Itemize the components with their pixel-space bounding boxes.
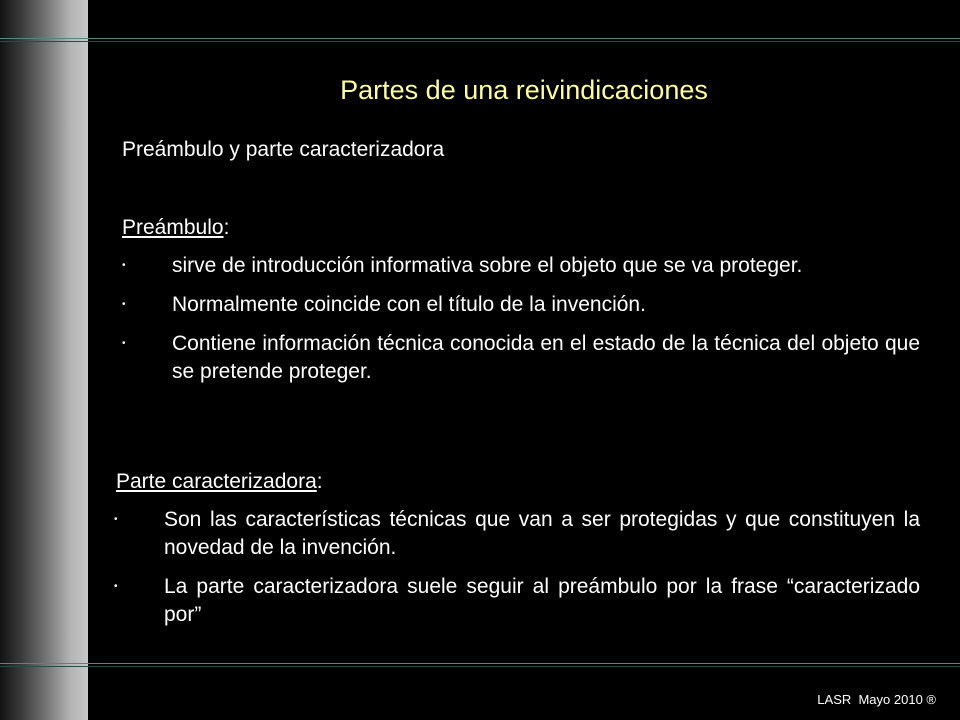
list-item <box>122 252 920 280</box>
list-item-text: La parte caracterizadora suele seguir al preámbulo por la frase “caracterizado por” <box>164 575 920 626</box>
top-divider-secondary <box>0 41 960 42</box>
bullet-icon: • <box>114 581 118 592</box>
list-item-text: sirve de introducción informativa sobre el objeto que se va proteger. <box>172 254 803 277</box>
parte-caracterizadora-bullet-list <box>114 506 920 640</box>
section-heading-parte-colon: : <box>316 470 323 493</box>
slide-footer: LASR Mayo 2010 ® <box>817 692 936 707</box>
preambulo-bullet-list <box>122 252 920 397</box>
list-item <box>114 573 920 629</box>
bottom-divider-secondary <box>0 666 960 667</box>
list-item <box>122 330 920 386</box>
top-divider <box>0 38 960 39</box>
bottom-divider <box>0 663 960 664</box>
section-heading-preambulo <box>122 214 229 242</box>
slide-title: Partes de una reivindicaciones <box>340 75 708 105</box>
slide-subtitle: Preámbulo y parte caracterizadora <box>122 138 445 161</box>
bullet-icon: • <box>122 299 126 310</box>
section-heading-preambulo-colon: : <box>223 216 230 239</box>
section-heading-preambulo-label: Preámbulo <box>122 216 224 239</box>
section-heading-parte-label: Parte caracterizadora <box>116 470 317 493</box>
list-item-text: Son las características técnicas que van a ser protegidas y que constituyen la novedad de la invención. <box>164 508 920 559</box>
list-item-text: Normalmente coincide con el título de la invención. <box>172 293 646 316</box>
side-gradient-bar <box>0 0 88 720</box>
bullet-icon: • <box>122 260 126 271</box>
section-heading-parte-caracterizadora <box>116 468 323 496</box>
list-item <box>114 506 920 562</box>
list-item-text: Contiene información técnica conocida en el estado de la técnica del objeto que se pretende proteger. <box>172 332 920 383</box>
list-item <box>122 291 920 319</box>
bullet-icon: • <box>114 514 118 525</box>
bullet-icon: • <box>122 338 126 349</box>
